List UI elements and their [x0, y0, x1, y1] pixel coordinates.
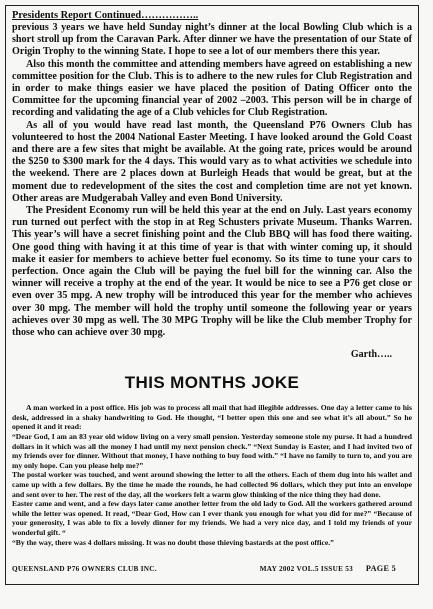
footer-issue: MAY 2002 VOL.5 ISSUE 53	[259, 565, 354, 573]
footer-page-number: PAGE 5	[365, 564, 396, 573]
report-heading: Presidents Report Continued……………..	[12, 10, 199, 21]
joke-paragraph: “By the way, there was 4 dollars missing. It was no doubt those thieving bastards at the post office.”	[12, 537, 334, 547]
joke-paragraph: “Dear God, I am an 83 year old widow living on a very small pension. Yesterday someone stole my purse. It had a hundred dollars in it which was all the money I had until my next pension check.” “Next Sunday is Easter, and I had invited two of my friends over for dinner. Without that money, I have nothing to buy food with.” “I have no family to turn to, and you are my only hope. Can you please help me?”	[12, 432, 412, 470]
page-footer	[12, 564, 414, 573]
report-paragraph: As all of you would have read last month, the Queensland P76 Owners Club has volunteered to host the 2004 National Easter Meeting. I have looked around the Gold Coast and there are a few sites that might be available. At the going rate, prices would be around the $250 to $300 mark for the 4 days. This would vary as to what activities we schedule into the weekend. There are 2 places down at Burleigh Heads that would be great, but at the moment due to redevelopment of the sites the cost and completion time are not yet known. Other areas are Mudgerabah Valley and even Bond University.	[12, 119, 412, 204]
report-paragraph: The President Economy run will be held this year at the end on July. Last years economy run turned out perfect with the stop in at Reg Schusters private Museum. Thanks Warren. This year’s will have a secret finishing point and the Club BBQ will has food there waiting. One good thing with having it at this time of year is that with winter coming up, it should make it easier for members to achieve better fuel economy. So its time to tune your cars to perfection. Once again the Club will be paying the fuel bill for the winning car. Also the winner will receive a trophy at the end of the year. It would be nice to see a P76 get close or even over 35 mpg. A new trophy will be introduced this year for the member who achieves over 30 mpg. The member will hold the trophy until someone the following year or years achieves over 30 mpg as well. The 30 MPG Trophy will be like the Club member Trophy for those who can achieve over 30 mpg.	[12, 205, 412, 339]
joke-paragraph: Easter came and went, and a few days later came another letter from the old lady to God. All the workers gathered around while the letter was opened. It read, “Dear God, How can I ever thank you enough for what you did for me?” “Because of your generosity, I was able to fix a lovely dinner for my friends. We had a very nice day, and I told my friends of your wonderful gift. “	[12, 499, 412, 537]
joke-text	[12, 403, 412, 547]
presidents-report	[12, 22, 412, 339]
report-paragraph: previous 3 years we have held Sunday night’s dinner at the local Bowling Club which is a short stroll up from the Caravan Park. After dinner we have the presentation of our State of Origin Trophy to the winning State. I hope to see a lot of our members there this year.	[12, 22, 412, 58]
joke-paragraph: A man worked in a post office. His job was to process all mail that had illegible addresses. One day a letter came to his desk, addressed in a shaky handwriting to God. He thought, “I better open this one and see what it’s all about.” So he opened it and it read:	[12, 403, 412, 432]
signature: Garth…..	[350, 349, 392, 361]
report-paragraph: Also this month the committee and attending members have agreed on establishing a new committee position for the Club. This is to adhere to the new rules for Club Registration and in order to make things easier we have placed the position of Dating Officer onto the Committee for the upcoming financial year of 2002 –2003. This person will be in charge of recording and validating the age of a Club vehicles for Club Registration.	[12, 58, 412, 119]
footer-club-name: QUEENSLAND P76 OWNERS CLUB INC.	[12, 565, 157, 573]
joke-paragraph: The postal worker was touched, and went around showing the letter to all the others. Each of them dug into his wallet and came up with a few dollars. By the time he made the rounds, he had collected 96 dollars, which they put into an envelope and sent over to her. The rest of the day, all the workers felt a warm glow thinking of the nice thing they had done.	[12, 470, 412, 499]
joke-title: THIS MONTHS JOKE	[124, 373, 300, 393]
content-border-box	[5, 5, 419, 585]
